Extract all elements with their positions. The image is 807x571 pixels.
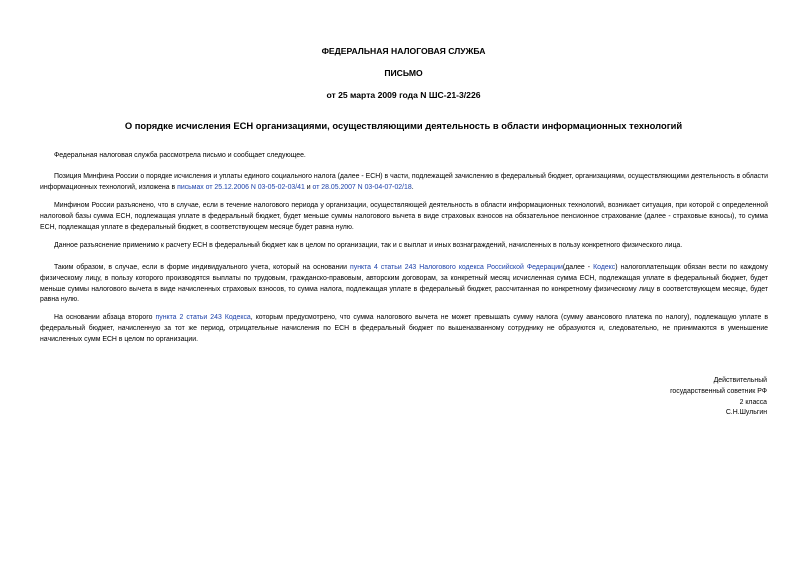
paragraph-5-text-c: ) налогоплательщик обязан вести по каждому физическому лицу, в пользу которого производятся выплаты по трудовым, гражданско-правовым, авторским договорам, за конкретный месяц исчисленная сумма ЕСН, подлежащая уплате в федеральный бюджет, будет меньше суммы налогового вычета в виде начисленных страховых взносов, то сумма налога, подлежащая уплате в федеральный бюджет, рассчитанная по конкретному физическому лицу в соответствующем месяце, будет равна нулю.: [40, 264, 768, 304]
signature-line-2: государственный советник РФ: [670, 387, 767, 395]
link-letter-2006[interactable]: письмах от 25.12.2006 N 03-05-02-03/41: [177, 183, 305, 191]
link-code[interactable]: Кодекс: [593, 264, 616, 271]
paragraph-2-text-c: .: [411, 183, 414, 191]
paragraph-1-text: Федеральная налоговая служба рассмотрела письмо и сообщает следующее.: [54, 152, 306, 159]
paragraph-6-text-a: На основании абзаца второго: [54, 314, 156, 321]
paragraph-4-text: Данное разъяснение применимо к расчету ЕСН в федеральный бюджет как в целом по организации, так и с выплат и иных вознаграждений, начисленных в пользу конкретного физического лица.: [54, 242, 683, 249]
document-title: О порядке исчисления ЕСН организациями, осуществляющими деятельность в области информационных технологий: [124, 120, 683, 131]
paragraph-5: [40, 263, 768, 306]
paragraph-2-text-b: и: [304, 183, 313, 191]
paragraph-3-text: Минфином России разъяснено, что в случае, если в течение налогового периода у организации, осуществляющей деятельность в области информационных технологий, возникает ситуация, при которой с определенной налоговой базы сумма ЕСН, подлежащая уплате в федеральный бюджет, будет меньше суммы налогового вычета в виде страховых взносов на обязательное пенсионное страхование (далее - страховые взносы), то сумма ЕСН, подлежащая уплате в федеральный бюджет, в соответствующем месяце будет равна нулю.: [40, 202, 768, 231]
document-date-number: от 25 марта 2009 года N ШС-21-3/226: [326, 90, 481, 100]
paragraph-3: [40, 201, 768, 233]
signature-line-1: Действительный: [713, 377, 767, 384]
paragraph-6-text-b: , которым предусмотрено, что сумма налогового вычета не может превышать сумму налога (сумму авансового платежа по налогу), подлежащую уплате в федеральный бюджет, начисленную за тот же период, отрицательные начисления по ЕСН в федеральный бюджет по вышеназванному сотруднику не образуются и, следовательно, не принимаются в уменьшение начисленных сумм ЕСН в целом по организации.: [40, 314, 768, 343]
paragraph-2: [40, 172, 768, 194]
paragraph-1: [40, 151, 768, 162]
signature-block: [567, 376, 767, 419]
paragraph-4: [40, 241, 768, 252]
paragraph-6: [40, 313, 768, 345]
agency-heading: ФЕДЕРАЛЬНАЯ НАЛОГОВАЯ СЛУЖБА: [321, 46, 486, 56]
signature-line-3: 2 класса: [739, 398, 767, 406]
paragraph-5-text-a: Таким образом, в случае, если в форме индивидуального учета, который на основании: [54, 264, 351, 271]
link-letter-2007[interactable]: от 28.05.2007 N 03-04-07-02/18: [312, 183, 412, 191]
paragraph-5-text-b: (далее -: [562, 264, 594, 271]
signatory-name: С.Н.Шульгин: [725, 409, 767, 417]
link-code-art243-p2[interactable]: пункта 2 статьи 243 Кодекса: [155, 314, 251, 321]
paragraph-2-text-a: Позиция Минфина России о порядке исчисления и уплаты единого социального налога (далее - ЕСН) в части, подлежащей зачислению в федеральный бюджет, организациями, осуществляющими деятельность в области информационных технологий, изложена в: [40, 173, 768, 191]
link-tax-code-art243-p4[interactable]: пункта 4 статьи 243 Налогового кодекса Российской Федерации: [350, 264, 563, 271]
document-type-heading: ПИСЬМО: [384, 68, 423, 78]
